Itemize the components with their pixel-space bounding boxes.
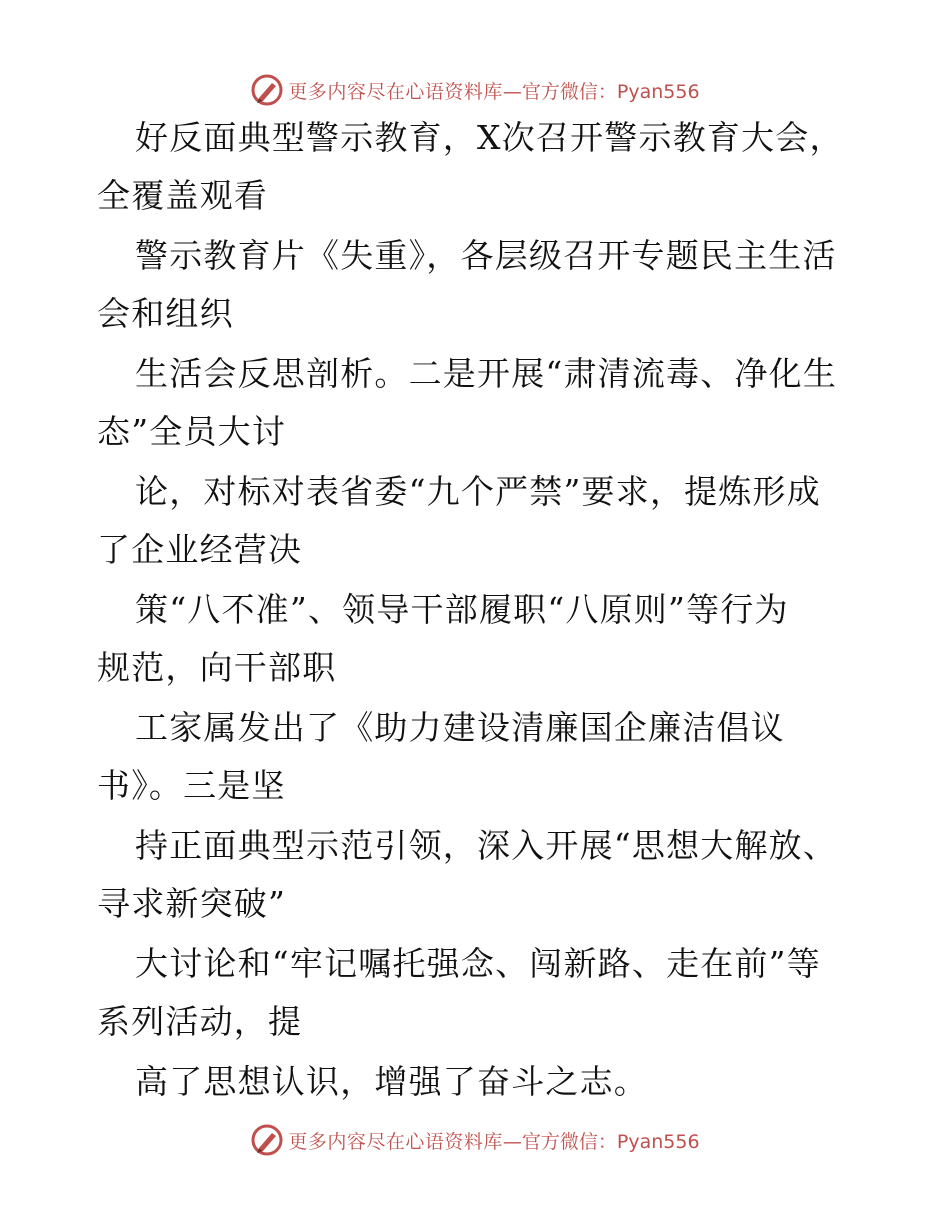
body-line-2: 全覆盖观看 bbox=[97, 176, 268, 215]
body-line-4: 会和组织 bbox=[97, 294, 234, 333]
body-line-8: 了企业经营决 bbox=[97, 530, 303, 569]
body-line-5: 生活会反思剖析。二是开展“肃清流毒、净化生 bbox=[135, 354, 838, 393]
footer-official-text: —官方微信：Pyan556 bbox=[502, 1130, 700, 1153]
body-line-7: 论，对标对表省委“九个严禁”要求，提炼形成 bbox=[135, 472, 821, 511]
body-line-13: 持正面典型示范引领，深入开展“思想大解放、 bbox=[135, 826, 838, 865]
header-promo-text: 更多内容尽在心语资料库 bbox=[288, 80, 503, 103]
body-line-1: 好反面典型警示教育，X次召开警示教育大会， bbox=[135, 118, 844, 157]
footer-banner bbox=[0, 1120, 950, 1160]
body-line-9: 策“八不准”、领导干部履职“八原则”等行为 bbox=[135, 590, 789, 629]
body-line-3: 警示教育片《失重》，各层级召开专题民主生活 bbox=[135, 236, 837, 275]
pen-logo-icon bbox=[250, 1123, 284, 1157]
body-line-10: 规范，向干部职 bbox=[97, 648, 337, 687]
body-line-16: 系列活动，提 bbox=[97, 1002, 303, 1041]
body-line-11: 工家属发出了《助力建设清廉国企廉洁倡议 bbox=[135, 708, 785, 747]
body-line-15: 大讨论和“牢记嘱托强念、闯新路、走在前”等 bbox=[135, 944, 821, 983]
body-line-14: 寻求新突破” bbox=[97, 884, 287, 923]
header-official-text: —官方微信：Pyan556 bbox=[502, 80, 700, 103]
pen-logo-icon bbox=[250, 73, 284, 107]
footer-promo-text: 更多内容尽在心语资料库 bbox=[288, 1130, 503, 1153]
header-banner bbox=[0, 70, 950, 110]
body-line-12: 书》。三是坚 bbox=[97, 766, 286, 805]
body-line-6: 态”全员大讨 bbox=[97, 412, 287, 451]
body-line-17: 高了思想认识，增强了奋斗之志。 bbox=[135, 1062, 648, 1101]
